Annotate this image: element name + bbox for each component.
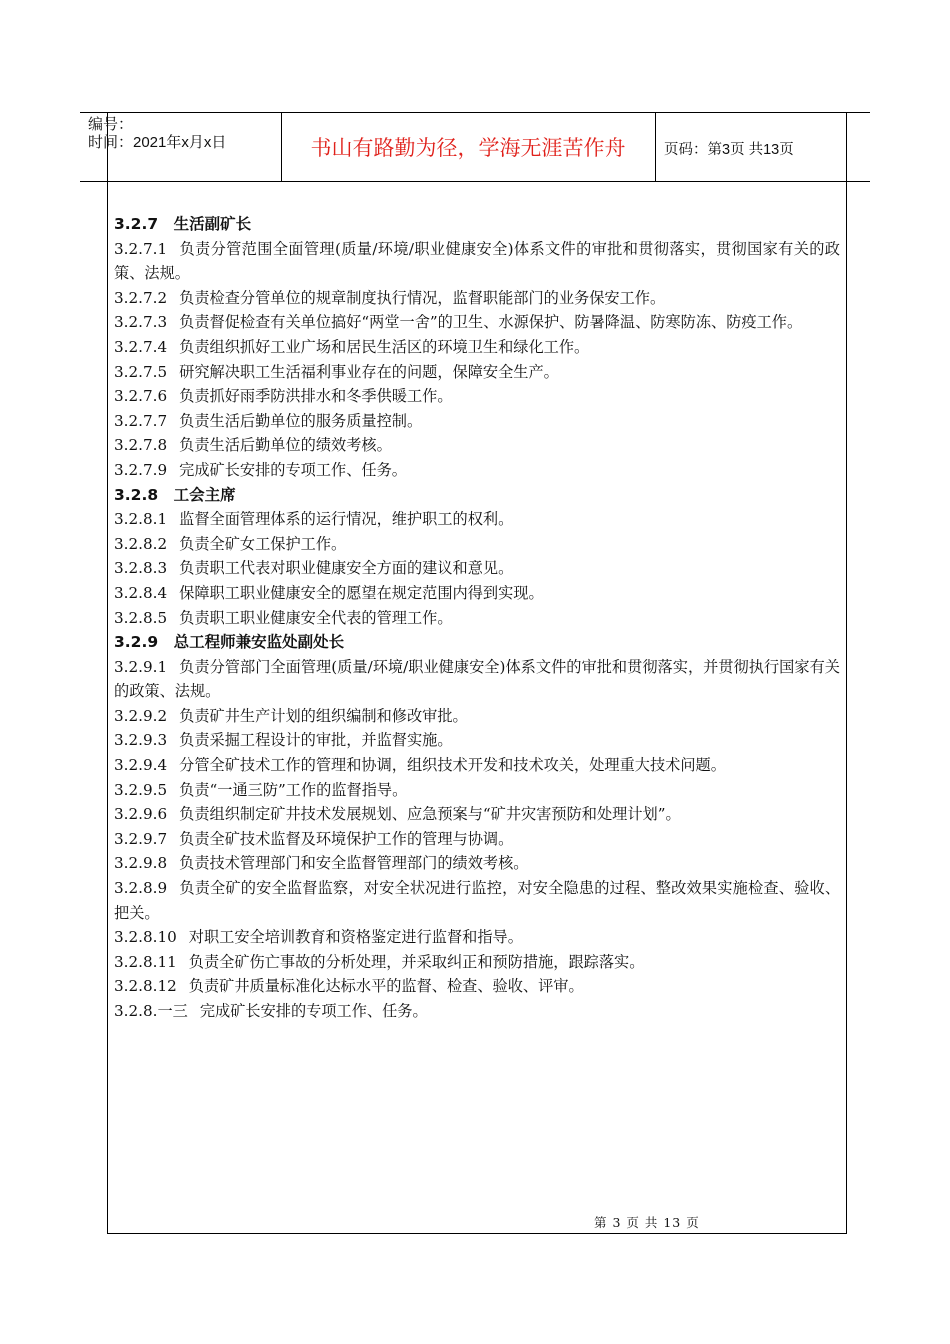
clause-text: 研究解决职工生活福利事业存在的问题，保障安全生产。 bbox=[179, 362, 559, 381]
clause-text: 监督全面管理体系的运行情况，维护职工的权利。 bbox=[179, 510, 514, 529]
clause-item bbox=[114, 286, 840, 311]
clause-number: 3.2.8.1 bbox=[114, 510, 168, 529]
clause-item bbox=[114, 704, 840, 729]
clause-number: 3.2.9.8 bbox=[114, 854, 168, 873]
header-divider bbox=[655, 112, 656, 181]
clause-item bbox=[114, 384, 840, 409]
clause-item bbox=[114, 581, 840, 606]
clause-item bbox=[114, 655, 840, 704]
page-footer: 第 3 页 共 13 页 bbox=[594, 1215, 700, 1230]
clause-number: 3.2.8.12 bbox=[114, 977, 177, 996]
clause-number: 3.2.8.4 bbox=[114, 583, 168, 602]
clause-number: 3.2.7.5 bbox=[114, 362, 168, 381]
clause-item bbox=[114, 409, 840, 434]
clause-item bbox=[114, 458, 840, 483]
clause-text: 负责职工职业健康安全代表的管理工作。 bbox=[179, 608, 453, 627]
clause-item bbox=[114, 753, 840, 778]
clause-text: 负责全矿技术监督及环境保护工作的管理与协调。 bbox=[179, 829, 514, 848]
clause-text: 负责分管范围全面管理(质量/环境/职业健康安全)体系文件的审批和贯彻落实，贯彻国家有关的政策、法规。 bbox=[114, 239, 840, 283]
clause-number: 3.2.8.一三 bbox=[114, 1002, 188, 1020]
clause-number: 3.2.9.5 bbox=[114, 780, 168, 799]
clause-text: 负责技术管理部门和安全监督管理部门的绩效考核。 bbox=[179, 854, 529, 873]
clause-number: 3.2.7.3 bbox=[114, 313, 168, 332]
clause-item bbox=[114, 728, 840, 753]
clause-text: 负责组织制定矿井技术发展规划、应急预案与“矿井灾害预防和处理计划”。 bbox=[179, 805, 681, 824]
clause-number: 3.2.8.9 bbox=[114, 879, 168, 898]
clause-number: 3.2.8.3 bbox=[114, 559, 168, 578]
clause-number: 3.2.9.2 bbox=[114, 706, 168, 725]
clause-number: 3.2.7.8 bbox=[114, 436, 168, 455]
clause-number: 3.2.9.7 bbox=[114, 829, 168, 848]
clause-text: 负责职工代表对职业健康安全方面的建议和意见。 bbox=[179, 559, 514, 578]
clause-item bbox=[114, 925, 840, 950]
clause-item bbox=[114, 827, 840, 852]
clause-text: 负责检查分管单位的规章制度执行情况，监督职能部门的业务保安工作。 bbox=[179, 288, 666, 307]
clause-number: 3.2.7.9 bbox=[114, 460, 168, 479]
clause-item bbox=[114, 335, 840, 360]
clause-item bbox=[114, 360, 840, 385]
clause-text: 负责生活后勤单位的绩效考核。 bbox=[179, 436, 392, 455]
clause-text: 负责“一通三防”工作的监督指导。 bbox=[179, 780, 408, 799]
clause-item bbox=[114, 974, 840, 999]
clause-number: 3.2.8.5 bbox=[114, 608, 168, 627]
clause-item bbox=[114, 237, 840, 286]
header-bottom-rule bbox=[80, 181, 870, 182]
header-page-info: 页码：第3页 共13页 bbox=[664, 142, 794, 158]
clause-item bbox=[114, 556, 840, 581]
section-heading: 3.2.7 生活副矿长 bbox=[114, 215, 252, 233]
clause-item bbox=[114, 310, 840, 335]
clause-item bbox=[114, 507, 840, 532]
clause-number: 3.2.8.11 bbox=[114, 952, 177, 971]
section-heading: 3.2.8 工会主席 bbox=[114, 485, 236, 504]
serial-label: 编号： bbox=[88, 116, 134, 133]
clause-item bbox=[114, 778, 840, 803]
clause-text: 负责全矿女工保护工作。 bbox=[179, 534, 347, 553]
clause-text: 负责分管部门全面管理(质量/环境/职业健康安全)体系文件的审批和贯彻落实，并贯彻执行国家有关的政策、法规。 bbox=[114, 657, 840, 701]
clause-item bbox=[114, 950, 840, 975]
clause-item bbox=[114, 999, 840, 1024]
clause-number: 3.2.8.2 bbox=[114, 534, 168, 553]
clause-text: 负责全矿的安全监督监察，对安全状况进行监控，对安全隐患的过程、整改效果实施检查、验收、把关。 bbox=[114, 879, 840, 922]
clause-text: 负责采掘工程设计的审批，并监督实施。 bbox=[179, 731, 453, 750]
clause-number: 3.2.7.6 bbox=[114, 387, 168, 406]
clause-text: 负责组织抓好工业广场和居民生活区的环境卫生和绿化工作。 bbox=[179, 337, 590, 356]
time-label: 时间：2021年x月x日 bbox=[88, 134, 227, 151]
clause-number: 3.2.9.4 bbox=[114, 756, 168, 775]
clause-text: 负责生活后勤单位的服务质量控制。 bbox=[179, 411, 423, 430]
clause-item bbox=[114, 802, 840, 827]
clause-text: 负责全矿伤亡事故的分析处理，并采取纠正和预防措施，跟踪落实。 bbox=[188, 952, 645, 971]
clause-item bbox=[114, 433, 840, 458]
clause-number: 3.2.7.4 bbox=[114, 337, 168, 356]
clause-text: 完成矿长安排的专项工作、任务。 bbox=[199, 1002, 428, 1020]
clause-item bbox=[114, 606, 840, 631]
section-heading: 3.2.9 总工程师兼安监处副处长 bbox=[114, 633, 345, 652]
document-body bbox=[114, 212, 840, 1024]
clause-text: 对职工安全培训教育和资格鉴定进行监督和指导。 bbox=[188, 928, 523, 947]
clause-item bbox=[114, 532, 840, 557]
clause-text: 分管全矿技术工作的管理和协调，组织技术开发和技术攻关，处理重大技术问题。 bbox=[179, 756, 726, 775]
clause-text: 负责矿井生产计划的组织编制和修改审批。 bbox=[179, 706, 468, 725]
clause-text: 保障职工职业健康安全的愿望在规定范围内得到实现。 bbox=[179, 583, 544, 602]
header-motto: 书山有路勤为径，学海无涯苦作舟 bbox=[310, 135, 626, 160]
clause-item bbox=[114, 876, 840, 925]
clause-number: 3.2.7.1 bbox=[114, 239, 168, 258]
clause-number: 3.2.9.6 bbox=[114, 805, 168, 824]
clause-text: 完成矿长安排的专项工作、任务。 bbox=[179, 460, 407, 479]
clause-text: 负责矿井质量标准化达标水平的监督、检查、验收、评审。 bbox=[188, 977, 584, 996]
clause-number: 3.2.8.10 bbox=[114, 928, 177, 947]
clause-number: 3.2.7.2 bbox=[114, 288, 168, 307]
clause-text: 负责督促检查有关单位搞好“两堂一舍”的卫生、水源保护、防暑降温、防寒防冻、防疫工作。 bbox=[179, 313, 803, 332]
clause-text: 负责抓好雨季防洪排水和冬季供暖工作。 bbox=[179, 387, 453, 406]
clause-number: 3.2.9.1 bbox=[114, 657, 168, 676]
clause-number: 3.2.7.7 bbox=[114, 411, 168, 430]
clause-number: 3.2.9.3 bbox=[114, 731, 168, 750]
header-meta bbox=[88, 116, 226, 152]
clause-item bbox=[114, 851, 840, 876]
